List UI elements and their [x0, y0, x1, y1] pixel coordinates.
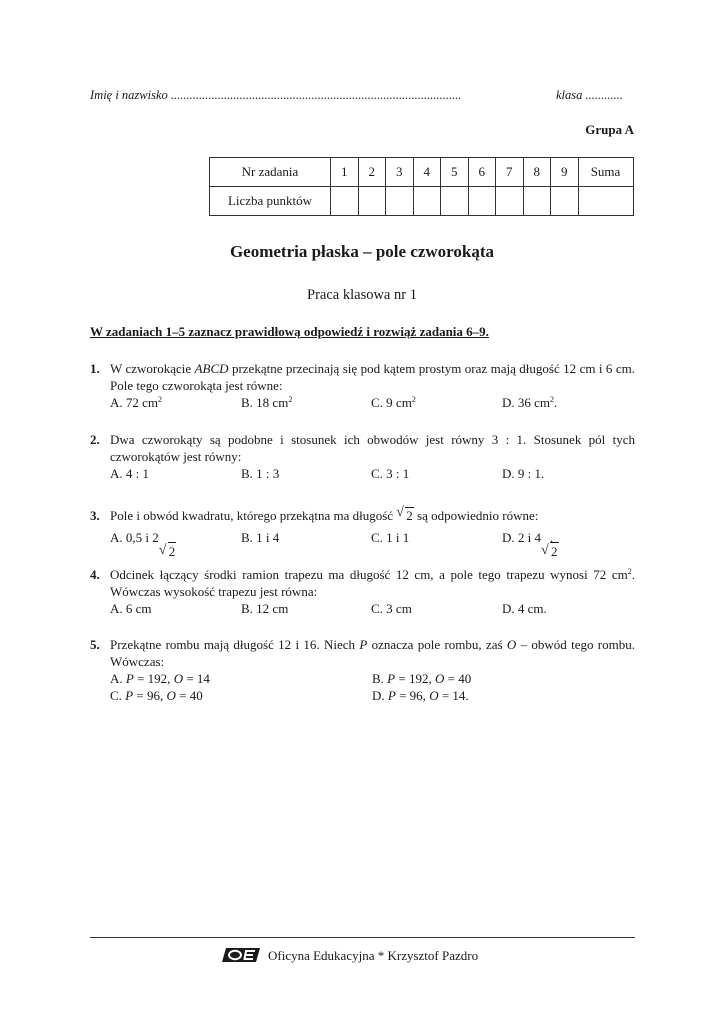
- option-a[interactable]: A. 0,5 i 2 √ 2: [110, 530, 176, 559]
- stem-text: oznacza pole rombu, zaś: [367, 637, 507, 652]
- option-unit-sup: 2: [550, 395, 555, 404]
- page-subtitle: Praca klasowa nr 1: [307, 287, 417, 303]
- task-options: [110, 600, 635, 617]
- radicand: 2: [168, 544, 176, 559]
- task-stem: [110, 360, 635, 394]
- radicand: 2: [551, 544, 558, 559]
- task-4: [90, 566, 635, 617]
- stem-text: Przekątne rombu mają długość 12 i 16. Niech: [110, 637, 360, 652]
- score-cell: [358, 187, 386, 216]
- option-d[interactable]: D. 9 : 1.: [502, 466, 545, 481]
- task-stem: [110, 507, 635, 524]
- score-table-header-row: [210, 158, 634, 187]
- task-2: [90, 431, 635, 482]
- option-text: C. 9 cm: [371, 395, 412, 410]
- stem-text: przekątne przecinają się pod kątem prostym oraz mają długość 12 cm i 6 cm. Pole tego czworokąta jest równe:: [110, 361, 635, 393]
- option-b[interactable]: B. 1 : 3: [241, 466, 280, 481]
- option-c[interactable]: C. P = 96, O = 40: [110, 688, 203, 703]
- task-options: [110, 670, 635, 687]
- option-c[interactable]: C. 3 : 1: [371, 466, 410, 481]
- option-b[interactable]: B. 12 cm: [241, 601, 289, 616]
- task-number: 3.: [90, 508, 100, 523]
- stem-variable: P: [359, 637, 368, 652]
- radicand: 2: [406, 508, 413, 523]
- score-table-column: 5: [441, 158, 469, 187]
- page-title: Geometria płaska – pole czworokąta: [229, 242, 495, 261]
- option-text: D. 2 i 4: [502, 530, 541, 545]
- option-text: A. 0,5 i 2: [110, 530, 159, 545]
- score-cell: [386, 187, 414, 216]
- score-cell: [413, 187, 441, 216]
- option-b[interactable]: B. P = 192, O = 40: [372, 671, 472, 686]
- score-table-points-row: [210, 187, 634, 216]
- score-cell: [523, 187, 551, 216]
- score-cell: [496, 187, 524, 216]
- task-stem: [110, 636, 635, 670]
- score-table-column: 8: [523, 158, 551, 187]
- score-table: [209, 157, 634, 216]
- stem-variable: ABCD: [194, 361, 229, 376]
- option-b[interactable]: [241, 394, 292, 411]
- publisher-footer: Oficyna Edukacyjna * Krzysztof Pazdro: [268, 948, 479, 963]
- score-cell: [468, 187, 496, 216]
- oe-logo-icon: [222, 946, 262, 964]
- option-c[interactable]: C. 1 i 1: [371, 530, 410, 545]
- option-unit-sup: 2: [411, 395, 416, 404]
- task-options: [110, 687, 635, 704]
- option-a[interactable]: A. P = 192, O = 14: [110, 671, 210, 686]
- instructions: W zadaniach 1–5 zaznacz prawidłową odpowiedź i rozwiąż zadania 6–9.: [90, 324, 489, 339]
- score-table-column: 4: [413, 158, 441, 187]
- stem-text: W czworokącie: [110, 361, 195, 376]
- name-field-line: Imię i nazwisko .............................................................................................: [90, 88, 462, 102]
- task-1: [90, 360, 635, 411]
- score-table-column: 2: [358, 158, 386, 187]
- option-a[interactable]: A. 6 cm: [110, 601, 152, 616]
- group-label: Grupa A: [585, 122, 634, 137]
- option-text: A. 72 cm: [110, 395, 159, 410]
- option-d[interactable]: D. P = 96, O = 14.: [372, 688, 469, 703]
- option-c[interactable]: C. 3 cm: [371, 601, 412, 616]
- task-options: [110, 465, 635, 482]
- task-number: 4.: [90, 567, 100, 582]
- score-table-column: 7: [496, 158, 524, 187]
- sqrt-expression: √ 2: [396, 505, 413, 523]
- stem-text: Odcinek łączący środki ramion trapezu ma długość 12 cm, a pole tego trapezu wynosi 72 cm: [110, 567, 628, 582]
- option-a[interactable]: [110, 394, 162, 411]
- option-unit-sup: 2: [288, 395, 293, 404]
- score-cell: [551, 187, 579, 216]
- task-5: [90, 636, 635, 704]
- score-sum-cell: [578, 187, 633, 216]
- option-a[interactable]: A. 4 : 1: [110, 466, 149, 481]
- option-b[interactable]: B. 1 i 4: [241, 530, 280, 545]
- stem-variable: O: [506, 637, 517, 652]
- stem-text: są odpowiednio równe:: [413, 508, 539, 523]
- score-table-column: 1: [331, 158, 359, 187]
- option-d[interactable]: D. 4 cm.: [502, 601, 547, 616]
- stem-text: . Wówczas wysokość trapezu jest równa:: [110, 567, 635, 599]
- option-d[interactable]: D. 2 i 4 √ 2 .: [502, 530, 558, 559]
- option-end: .: [550, 530, 554, 545]
- score-cell: [441, 187, 469, 216]
- option-c[interactable]: [371, 394, 416, 411]
- score-table-sum-header: Suma: [578, 158, 633, 187]
- option-d[interactable]: D. 36 $cm^2$.: [502, 395, 558, 410]
- task-number: 1.: [90, 361, 100, 376]
- score-table-column: 3: [386, 158, 414, 187]
- option-text: D. 36 cm: [502, 395, 551, 410]
- class-field-line: klasa ............: [556, 88, 624, 102]
- task-number: 2.: [90, 432, 100, 447]
- task-stem: [110, 566, 635, 600]
- option-unit-sup: 2: [158, 395, 163, 404]
- score-table-row-label: Liczba punktów: [210, 187, 331, 216]
- stem-text: – obwód tego rombu. Wówczas:: [110, 637, 635, 669]
- score-table-column: 9: [551, 158, 579, 187]
- task-options: [110, 394, 635, 411]
- score-cell: [331, 187, 359, 216]
- task-3: [90, 505, 635, 559]
- task-stem: Dwa czworokąty są podobne i stosunek ich obwodów jest równy 3 : 1. Stosunek pól tych czworokątów jest równy:: [110, 432, 635, 464]
- task-options: [110, 529, 635, 559]
- stem-unit-sup: 2: [627, 567, 632, 576]
- footer-rule: [90, 937, 635, 938]
- option-text: B. 18 cm: [241, 395, 289, 410]
- task-number: 5.: [90, 637, 100, 652]
- score-table-row-label: Nr zadania: [210, 158, 331, 187]
- score-table-column: 6: [468, 158, 496, 187]
- stem-text: Pole i obwód kwadratu, którego przekątna ma długość: [110, 508, 397, 523]
